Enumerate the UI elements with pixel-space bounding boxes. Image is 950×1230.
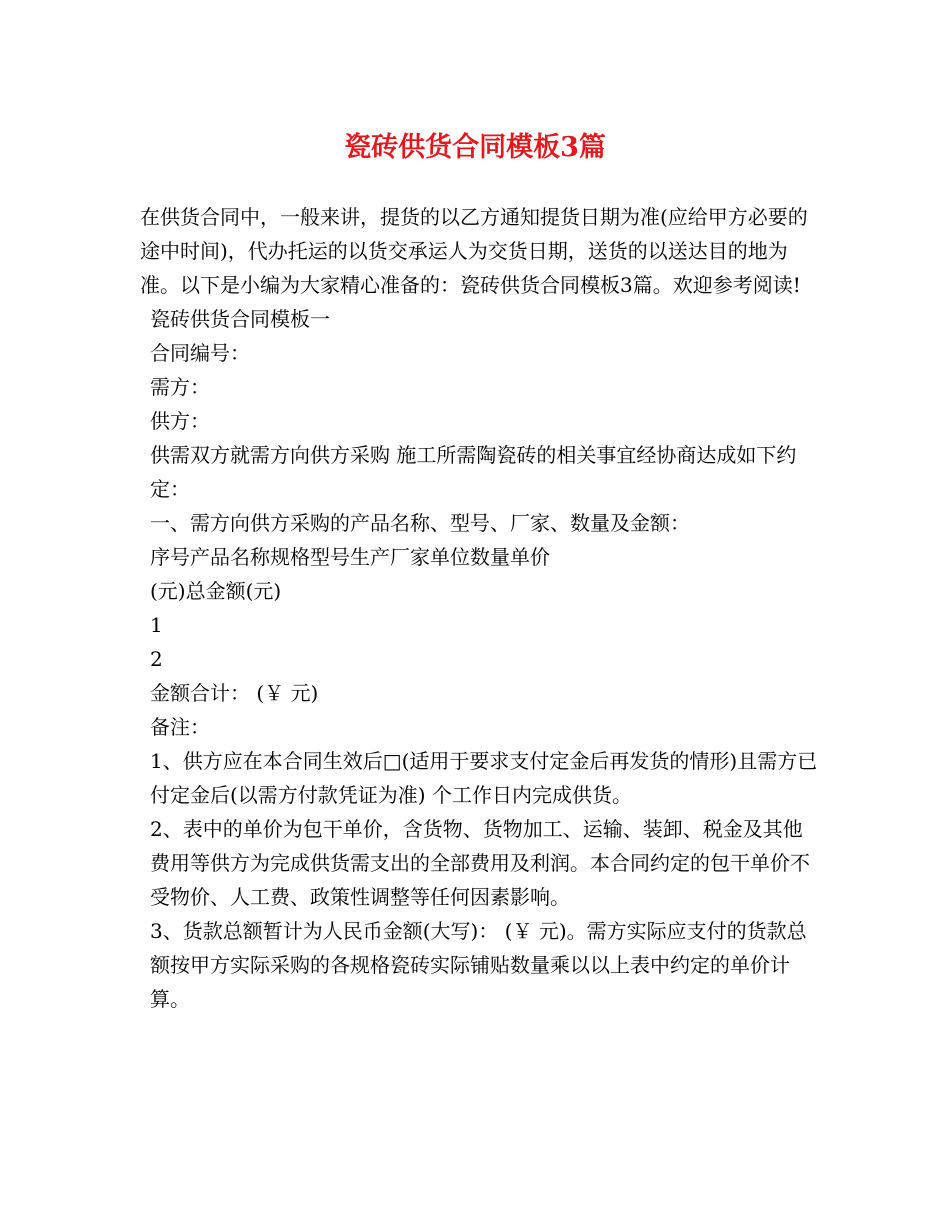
remark-item-1: 1、供方应在本合同生效后□(适用于要求支付定金后再发货的情形)且需方已付定金后(以需方付款凭证为准) 个工作日内完成供货。: [150, 749, 818, 807]
clause-one-heading: 一、需方向供方采购的产品名称、型号、厂家、数量及金额：: [150, 511, 690, 535]
remark-item-3: 3、货款总额暂计为人民币金额(大写)： (￥ 元)。需方实际应支付的货款总额按甲方实际采购的各规格瓷砖实际铺贴数量乘以以上表中约定的单价计算。: [150, 919, 807, 1011]
table-header-line: 序号产品名称规格型号生产厂家单位数量单价: [150, 545, 550, 569]
agreement-paragraph: 供需双方就需方向供方采购 施工所需陶瓷砖的相关事宜经协商达成如下约定：: [150, 443, 797, 501]
document-body: [140, 200, 820, 1016]
section-heading-template-one: 瓷砖供货合同模板一: [150, 307, 330, 331]
intro-paragraph: 在供货合同中，一般来讲，提货的以乙方通知提货日期为准(应给甲方必要的途中时间)，代办托运的以货交承运人为交货日期，送货的以送达目的地为准。以下是小编为大家精心准备的：瓷砖供货合同模板3篇。欢迎参考阅读!: [140, 205, 808, 297]
document-title: 瓷砖供货合同模板3篇: [344, 132, 606, 163]
buyer-label: 需方：: [150, 375, 210, 399]
remarks-label: 备注：: [150, 715, 210, 739]
supplier-label: 供方：: [150, 409, 210, 433]
remark-item-2: 2、表中的单价为包干单价，含货物、货物加工、运输、装卸、税金及其他费用等供方为完成供货需支出的全部费用及利润。本合同约定的包干单价不受物价、人工费、政策性调整等任何因素影响。: [150, 817, 810, 909]
table-header-line-2: (元)总金额(元): [150, 579, 282, 603]
amount-total: 金额合计： (￥ 元): [150, 681, 319, 705]
table-row-number: 1: [150, 613, 163, 637]
table-row-number: 2: [150, 647, 163, 671]
contract-number-label: 合同编号：: [150, 341, 250, 365]
